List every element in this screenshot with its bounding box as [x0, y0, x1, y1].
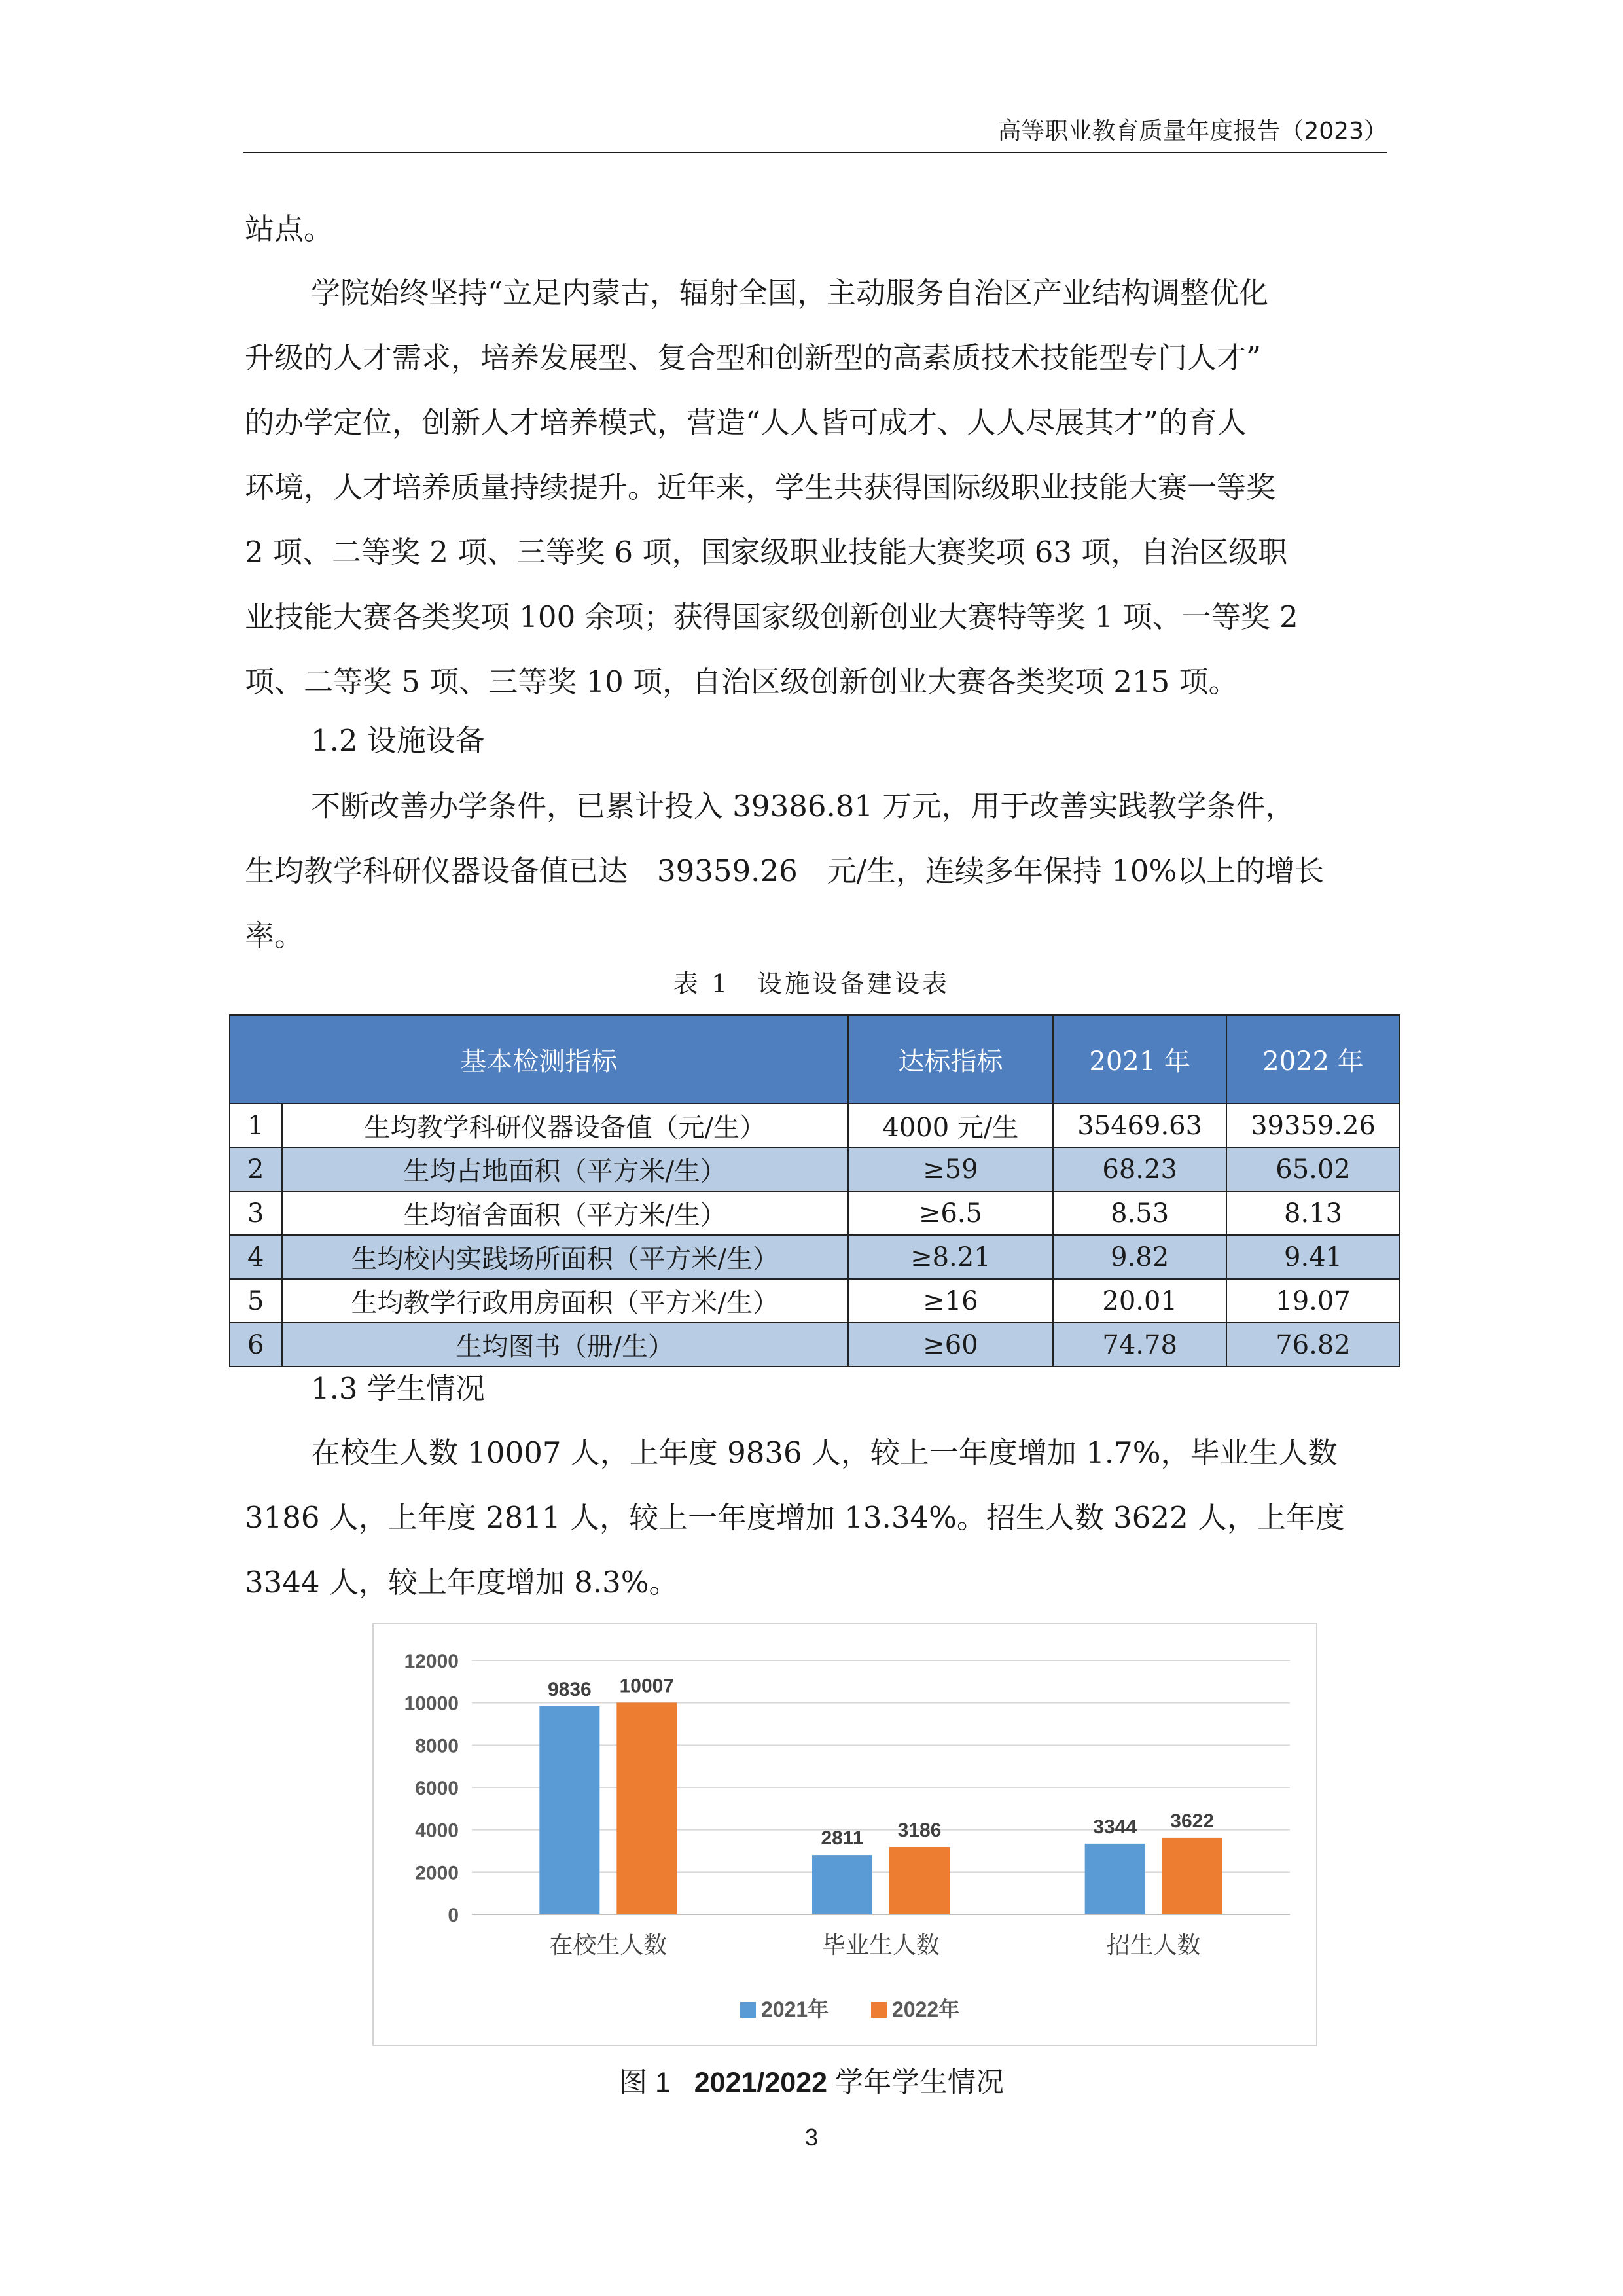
table-cell: 生均校内实践场所面积（平方米/生）	[282, 1235, 848, 1279]
table-cell: 1	[230, 1103, 282, 1147]
data-label: 3344	[1093, 1816, 1137, 1838]
text-line: 业技能大赛各类奖项 100 余项；获得国家级创新创业大赛特等奖 1 项、一等奖 2	[245, 600, 1298, 634]
legend-swatch	[871, 2002, 887, 2018]
table-cell: 8.53	[1053, 1191, 1226, 1235]
paragraph-students	[245, 1420, 1383, 1615]
y-tick-label: 4000	[415, 1820, 459, 1842]
data-label: 10007	[619, 1675, 675, 1697]
table-cell: 4000 元/生	[848, 1103, 1054, 1147]
text-line: 2 项、二等奖 2 项、三等奖 6 项，国家级职业技能大赛奖项 63 项，自治区级职	[245, 535, 1288, 569]
x-tick-label: 毕业生人数	[821, 1931, 940, 1958]
bar	[812, 1855, 872, 1914]
table-cell: 6	[230, 1323, 282, 1367]
table-cell: ≥8.21	[848, 1235, 1054, 1279]
section-heading-students: 1.3 学生情况	[311, 1371, 485, 1406]
figure-title-bold: 2021/2022	[694, 2067, 828, 2098]
table-cell: ≥6.5	[848, 1191, 1054, 1235]
paragraph-facilities	[245, 774, 1383, 968]
table-cell: 生均宿舍面积（平方米/生）	[282, 1191, 848, 1235]
table-row	[230, 1191, 1400, 1235]
table-row	[230, 1323, 1400, 1367]
legend-swatch	[740, 2002, 756, 2018]
column-header: 2022 年	[1226, 1015, 1400, 1103]
table-cell: 76.82	[1226, 1323, 1400, 1367]
table-cell: 生均教学行政用房面积（平方米/生）	[282, 1279, 848, 1323]
section-heading-facilities: 1.2 设施设备	[311, 723, 485, 758]
legend-label: 2022年	[892, 1998, 960, 2021]
table-cell: 9.41	[1226, 1235, 1400, 1279]
figure-title-rest: 学年学生情况	[827, 2067, 1004, 2098]
table-cell: ≥59	[848, 1147, 1054, 1191]
bar	[1162, 1838, 1222, 1914]
report-title: 高等职业教育质量年度报告（2023）	[997, 118, 1387, 145]
table-cell: 74.78	[1053, 1323, 1226, 1367]
table-cell: 生均占地面积（平方米/生）	[282, 1147, 848, 1191]
y-tick-label: 2000	[415, 1862, 459, 1884]
table-cell: 68.23	[1053, 1147, 1226, 1191]
data-label: 3622	[1170, 1810, 1215, 1832]
text-line: 项、二等奖 5 项、三等奖 10 项，自治区级创新创业大赛各类奖项 215 项。	[245, 664, 1238, 699]
text-line: 在校生人数 10007 人，上年度 9836 人，较上一年度增加 1.7%，毕业生人数	[311, 1435, 1338, 1470]
y-tick-label: 12000	[404, 1651, 459, 1672]
table-cell: 2	[230, 1147, 282, 1191]
text-line: 升级的人才需求，培养发展型、复合型和创新型的高素质技术技能型专门人才”	[245, 340, 1262, 375]
data-label: 2811	[821, 1827, 864, 1850]
table-cell: 生均图书（册/生）	[282, 1323, 848, 1367]
paragraph-intro-tail	[245, 196, 1383, 261]
bar	[616, 1702, 677, 1914]
y-tick-label: 0	[448, 1905, 459, 1926]
table-header-row	[230, 1015, 1400, 1103]
column-header: 2021 年	[1053, 1015, 1226, 1103]
table-cell: 5	[230, 1279, 282, 1323]
bar	[889, 1847, 950, 1914]
table-cell: ≥60	[848, 1323, 1054, 1367]
text-line: 3186 人，上年度 2811 人，较上一年度增加 13.34%。招生人数 3622 人，上年度	[245, 1500, 1345, 1535]
column-header: 达标指标	[848, 1015, 1054, 1103]
data-label: 9836	[547, 1678, 592, 1700]
table-cell: 4	[230, 1235, 282, 1279]
table-cell: 3	[230, 1191, 282, 1235]
legend-label: 2021年	[761, 1998, 829, 2021]
page-number: 3	[804, 2124, 819, 2151]
bar	[1085, 1844, 1145, 1914]
header-rule	[243, 152, 1387, 153]
table-cell: 9.82	[1053, 1235, 1226, 1279]
figure-label: 图 1	[619, 2067, 671, 2098]
column-header: 基本检测指标	[230, 1015, 848, 1103]
table-cell: 20.01	[1053, 1279, 1226, 1323]
x-tick-label: 招生人数	[1106, 1931, 1201, 1958]
text-line: 环境，人才培养质量持续提升。近年来，学生共获得国际级职业技能大赛一等奖	[245, 470, 1276, 505]
text-line: 3344 人，较上年度增加 8.3%。	[245, 1565, 679, 1600]
x-tick-label: 在校生人数	[549, 1931, 668, 1958]
paragraph-positioning	[245, 260, 1383, 714]
y-tick-label: 6000	[415, 1778, 459, 1799]
text-line: 站点。	[245, 211, 334, 246]
bar-chart	[374, 1624, 1316, 2045]
facilities-table	[229, 1014, 1400, 1367]
table-row	[230, 1147, 1400, 1191]
table-cell: 65.02	[1226, 1147, 1400, 1191]
table-row	[230, 1235, 1400, 1279]
bar	[539, 1706, 599, 1914]
student-chart	[372, 1623, 1317, 2046]
table-cell: 生均教学科研仪器设备值（元/生）	[282, 1103, 848, 1147]
y-tick-label: 8000	[415, 1735, 459, 1757]
figure-caption	[0, 2060, 1623, 2100]
table-row	[230, 1279, 1400, 1323]
y-tick-label: 10000	[404, 1693, 459, 1715]
text-line: 的办学定位，创新人才培养模式，营造“人人皆可成才、人人尽展其才”的育人	[245, 405, 1247, 440]
table-cell: 39359.26	[1226, 1103, 1400, 1147]
table-cell: 19.07	[1226, 1279, 1400, 1323]
table-cell: 35469.63	[1053, 1103, 1226, 1147]
text-line: 生均教学科研仪器设备值已达 39359.26 元/生，连续多年保持 10%以上的增长	[245, 853, 1325, 888]
data-label: 3186	[897, 1819, 942, 1841]
text-line: 不断改善办学条件，已累计投入 39386.81 万元，用于改善实践教学条件，	[311, 789, 1295, 823]
table-caption: 表 1 设施设备建设表	[673, 969, 950, 998]
table-cell: ≥16	[848, 1279, 1054, 1323]
table-row	[230, 1103, 1400, 1147]
table-cell: 8.13	[1226, 1191, 1400, 1235]
text-line: 率。	[245, 918, 304, 953]
text-line: 学院始终坚持“立足内蒙古，辐射全国，主动服务自治区产业结构调整优化	[311, 276, 1269, 310]
